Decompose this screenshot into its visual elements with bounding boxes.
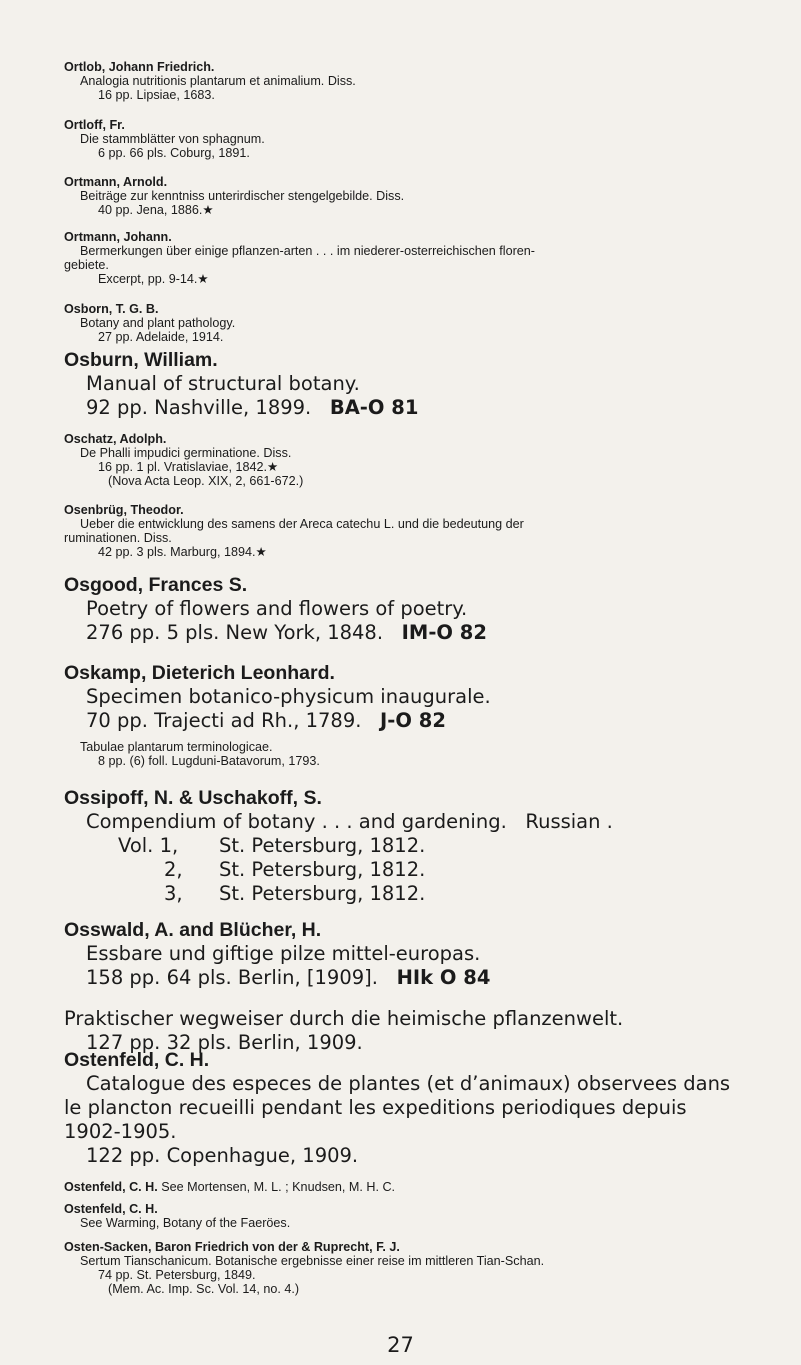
entry-title-continued: 1902-1905. — [64, 1120, 177, 1143]
entry-ortmann-arnold — [64, 175, 787, 217]
entry-heading: Oskamp, Dieterich Leonhard. — [64, 662, 335, 684]
entry-title: Poetry of flowers and flowers of poetry. — [86, 597, 468, 620]
entry-osgood — [64, 573, 787, 645]
entry-heading: Ortloff, Fr. — [64, 118, 125, 132]
entry-heading: Osburn, William. — [64, 349, 218, 371]
entry-publication: Excerpt, pp. 9-14.★ — [98, 272, 209, 286]
entry-note: Russian . — [525, 810, 613, 833]
entry-oskamp-additional — [64, 740, 787, 768]
entry-title: Tabulae plantarum terminologicae. — [80, 740, 273, 754]
entry-publication: 92 pp. Nashville, 1899. BA-O 81 — [86, 396, 419, 419]
volume-publication: St. Petersburg, 1812. — [219, 858, 426, 881]
entry-ossipoff — [64, 786, 787, 906]
entry-title: Beiträge zur kenntniss unterirdischer stengelgebilde. Diss. — [80, 189, 405, 203]
entry-title: Specimen botanico-physicum inaugurale. — [86, 685, 491, 708]
entry-osswald — [64, 918, 787, 1055]
entry-publication: 158 pp. 64 pls. Berlin, [1909]. HIk O 84 — [86, 966, 491, 989]
entry-heading: Ossipoff, N. & Uschakoff, S. — [64, 787, 322, 809]
entry-osenbrug — [64, 503, 787, 559]
entry-cross-reference: Ostenfeld, C. H. See Mortensen, M. L. ; Knudsen, M. H. C. — [64, 1180, 396, 1194]
entry-heading: Osgood, Frances S. — [64, 574, 248, 596]
entry-publication: 276 pp. 5 pls. New York, 1848. IM-O 82 — [86, 621, 487, 644]
entry-heading: Osborn, T. G. B. — [64, 302, 159, 316]
entry-ortlob — [64, 60, 787, 102]
entry-title: Ueber die entwicklung des samens der Areca catechu L. und die bedeutung der — [80, 517, 524, 531]
entry-title: Botany and plant pathology. — [80, 316, 236, 330]
entry-title: Bermerkungen über einige pflanzen-arten . . . im niederer-osterreichischen floren- — [80, 244, 536, 258]
entry-publication: 127 pp. 32 pls. Berlin, 1909. — [86, 1031, 363, 1054]
entry-publication: 70 pp. Trajecti ad Rh., 1789. J-O 82 — [86, 709, 446, 732]
entry-title-continued: gebiete. — [64, 258, 109, 272]
entry-series: (Mem. Ac. Imp. Sc. Vol. 14, no. 4.) — [108, 1282, 300, 1296]
entry-series: (Nova Acta Leop. XIX, 2, 661-672.) — [108, 474, 304, 488]
entry-publication: 8 pp. (6) foll. Lugduni-Batavorum, 1793. — [98, 754, 320, 768]
call-number: HIk O 84 — [396, 966, 491, 989]
entry-heading: Osswald, A. and Blücher, H. — [64, 919, 322, 941]
entry-title: Praktischer wegweiser durch die heimische pflanzenwelt. — [64, 1007, 624, 1030]
entry-publication: 6 pp. 66 pls. Coburg, 1891. — [98, 146, 250, 160]
entry-heading: Oschatz, Adolph. — [64, 432, 167, 446]
volume-label: 2, — [164, 858, 183, 881]
entry-oschatz — [64, 432, 787, 488]
entry-heading: Ostenfeld, C. H. — [64, 1202, 158, 1216]
entry-ostenfeld-see-warming — [64, 1202, 787, 1230]
entry-publication: 16 pp. Lipsiae, 1683. — [98, 88, 215, 102]
entry-heading: Ortlob, Johann Friedrich. — [64, 60, 215, 74]
entry-title: Analogia nutritionis plantarum et animalium. Diss. — [80, 74, 356, 88]
page-number: 27 — [387, 1333, 414, 1357]
call-number: J-O 82 — [380, 709, 446, 732]
entry-title: Compendium of botany . . . and gardening. Russian . — [86, 810, 613, 833]
entry-publication: 40 pp. Jena, 1886.★ — [98, 203, 214, 217]
entry-ortloff — [64, 118, 787, 160]
entry-title: Manual of structural botany. — [86, 372, 360, 395]
entry-title-continued: ruminationen. Diss. — [64, 531, 172, 545]
entry-title: Sertum Tianschanicum. Botanische ergebnisse einer reise im mittleren Tian-Schan. — [80, 1254, 545, 1268]
entry-title: Die stammblätter von sphagnum. — [80, 132, 265, 146]
entry-ostenfeld-catalogue — [64, 1048, 787, 1168]
entry-ostenfeld-see-mortensen — [64, 1180, 787, 1194]
entry-heading: Ortmann, Johann. — [64, 230, 172, 244]
call-number: BA-O 81 — [329, 396, 419, 419]
entry-heading: Osenbrüg, Theodor. — [64, 503, 184, 517]
entry-osten-sacken — [64, 1240, 787, 1296]
entry-publication: 16 pp. 1 pl. Vratislaviae, 1842.★ — [98, 460, 279, 474]
entry-heading: Osten-Sacken, Baron Friedrich von der & Ruprecht, F. J. — [64, 1240, 400, 1254]
volume-publication: St. Petersburg, 1812. — [219, 834, 426, 857]
entry-title-continued: le plancton recueilli pendant les expeditions periodiques depuis — [64, 1096, 687, 1119]
entry-title: De Phalli impudici germinatione. Diss. — [80, 446, 292, 460]
volume-label: Vol. 1, — [118, 834, 179, 857]
volume-list — [64, 834, 787, 906]
volume-label: 3, — [164, 882, 183, 905]
entry-title: Catalogue des especes de plantes (et d’animaux) observees dans — [86, 1072, 731, 1095]
entry-ortmann-johann — [64, 230, 787, 286]
call-number: IM-O 82 — [401, 621, 487, 644]
entry-publication: 27 pp. Adelaide, 1914. — [98, 330, 224, 344]
entry-publication: 42 pp. 3 pls. Marburg, 1894.★ — [98, 545, 267, 559]
entry-publication: 122 pp. Copenhague, 1909. — [86, 1144, 359, 1167]
entry-cross-reference: See Warming, Botany of the Faeröes. — [80, 1216, 291, 1230]
entry-osburn — [64, 348, 787, 420]
entry-osborn — [64, 302, 787, 344]
entry-heading: Ortmann, Arnold. — [64, 175, 168, 189]
entry-oskamp — [64, 661, 787, 733]
volume-publication: St. Petersburg, 1812. — [219, 882, 426, 905]
entry-publication: 74 pp. St. Petersburg, 1849. — [98, 1268, 256, 1282]
entry-title: Essbare und giftige pilze mittel-europas. — [86, 942, 481, 965]
entry-heading: Ostenfeld, C. H. — [64, 1049, 210, 1071]
